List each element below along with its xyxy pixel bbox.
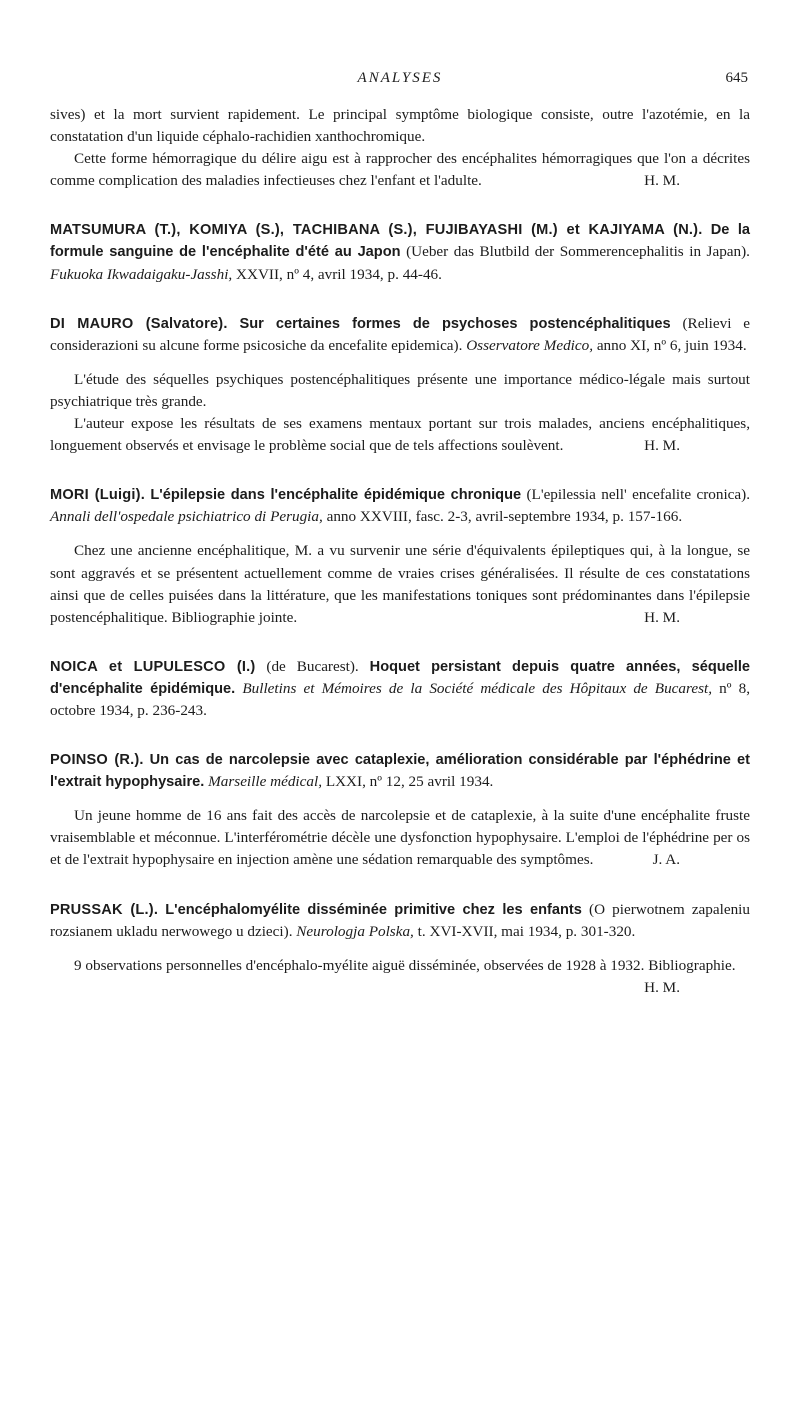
- page-number: 645: [725, 70, 748, 86]
- entry-title: Hoquet persistant depuis quatre années, séquelle d'encéphalite épidémique.: [50, 658, 750, 697]
- entry-title: L'encéphalomyélite disséminée primitive chez les enfants: [165, 901, 582, 918]
- entry-title: Sur certaines formes de psychoses postencéphalitiques: [239, 315, 671, 332]
- abstract-entry: [50, 313, 750, 458]
- entry-body: [50, 540, 750, 628]
- entry-citation: [50, 484, 750, 528]
- entry-reference: t. XVI-XVII, mai 1934, p. 301-320.: [417, 922, 636, 940]
- abstract-paragraph: [50, 413, 750, 457]
- entry-journal: Osservatore Medico,: [466, 336, 594, 354]
- entry-citation: [50, 899, 750, 943]
- abstract-paragraph: [50, 955, 750, 996]
- entry-citation: [50, 656, 750, 722]
- entry-authors: NOICA et LUPULESCO (I.): [50, 658, 256, 675]
- entry-reference: anno XXVIII, fasc. 2-3, avril-septembre 1934, p. 157-166.: [326, 508, 683, 526]
- entry-journal: Bulletins et Mémoires de la Société médicale des Hôpitaux de Bucarest,: [242, 679, 713, 697]
- abstract-entry: [50, 656, 750, 722]
- entry-citation: [50, 749, 750, 793]
- reviewer-signature: J. A.: [652, 851, 680, 869]
- entry-original-title: (L'epilessia nell' encefalite cronica).: [526, 486, 751, 504]
- entry-body: [50, 805, 750, 871]
- abstract-paragraph: L'étude des séquelles psychiques postencéphalitiques présente une importance médico-légale mais surtout psychiatrique très grande.: [50, 370, 750, 410]
- entry-original-title: (Ueber das Blutbild der Sommerencephalitis in Japan).: [406, 243, 750, 261]
- abstract-paragraph: [50, 540, 750, 628]
- entry-authors: POINSO (R.).: [50, 752, 144, 769]
- paragraph-text: Cette forme hémorragique du délire aigu est à rapprocher des encéphalites hémorragiques que l'on a décrites comme complication des maladies infectieuses chez l'enfant et l'adulte.: [50, 150, 750, 190]
- paragraph-text: 9 observations personnelles d'encéphalo-myélite aiguë disséminée, observées de 1928 à 1932. Bibliographie.: [74, 956, 736, 974]
- entry-body: [50, 955, 750, 999]
- reviewer-signature: H. M.: [644, 437, 680, 455]
- reviewer-signature: H. M.: [644, 978, 680, 996]
- abstract-entry: [50, 749, 750, 871]
- entry-journal: Annali dell'ospedale psichiatrico di Perugia,: [50, 508, 323, 526]
- entry-authors: MATSUMURA (T.), KOMIYA (S.), TACHIBANA (S.), FUJIBAYASHI (M.) et KAJIYAMA (N.).: [50, 222, 703, 239]
- abstract-entry: [50, 899, 750, 999]
- entry-journal: Neurologja Polska,: [296, 922, 414, 940]
- entry-reference: anno XI, nº 6, juin 1934.: [596, 336, 747, 354]
- entry-reference: XXVII, nº 4, avril 1934, p. 44-46.: [236, 265, 442, 283]
- abstract-entry: [50, 484, 750, 629]
- reviewer-signature: H. M.: [644, 172, 680, 190]
- entry-reference: LXXI, nº 12, 25 avril 1934.: [325, 773, 494, 791]
- entry-citation: [50, 219, 750, 285]
- entry-citation: [50, 313, 750, 357]
- running-title: ANALYSES: [357, 70, 443, 86]
- paragraph-text: Chez une ancienne encéphalitique, M. a vu survenir une série d'équivalents épileptiques qui, à la longue, se sont aggravés et se présentent actuellement comme de vraies crises généralisées. Il résulte de ces constatations ainsi que de celles puisées dans la littérature, que les manifestations toniques sont prédominantes dans l'épilepsie postencéphalitique. Bibliographie jointe.: [50, 542, 750, 626]
- abstract-entry: [50, 219, 750, 285]
- page-content: [50, 104, 750, 999]
- paragraph-text: Un jeune homme de 16 ans fait des accès de narcolepsie et de cataplexie, à la suite d'une encéphalite fruste vraisemblable et méconnue. L'interférométrie décèle une dysfonction hypophysaire. L'emploi de l'éphédrine per os et de l'extrait hypophysaire en injection amène une sédation remarquable des symptômes.: [50, 807, 750, 869]
- entry-original-title: (Relievi e considerazioni su alcune forme psicosiche da encefalite epidemica).: [50, 314, 751, 354]
- running-head: [50, 70, 750, 92]
- entry-authors: PRUSSAK (L.).: [50, 901, 159, 918]
- reviewer-signature: H. M.: [644, 608, 680, 626]
- entry-body: [50, 369, 750, 457]
- entry-original-title: (O pierwotnem zapaleniu rozsianem ukladu nerwowego u dzieci).: [50, 900, 750, 940]
- entry-city: (de Bucarest).: [266, 657, 359, 675]
- abstract-paragraph: [50, 805, 750, 871]
- continuation-paragraph: sives) et la mort survient rapidement. Le principal symptôme biologique consiste, outre l'azotémie, en la constatation d'un liquide céphalo-rachidien xanthochromique.: [50, 106, 750, 146]
- entry-reference: nº 8, octobre 1934, p. 236-243.: [50, 679, 751, 719]
- continuation-paragraph: [50, 148, 750, 192]
- entry-journal: Marseille médical,: [208, 773, 323, 791]
- entry-authors: DI MAURO (Salvatore).: [50, 315, 228, 332]
- entry-title: De la formule sanguine de l'encéphalite d'été au Japon: [50, 222, 750, 261]
- entry-title: Un cas de narcolepsie avec cataplexie, amélioration considérable par l'éphédrine et l'extrait hypophysaire.: [50, 752, 750, 791]
- entry-title: L'épilepsie dans l'encéphalite épidémique chronique: [150, 487, 522, 504]
- entry-authors: MORI (Luigi).: [50, 487, 145, 504]
- entry-journal: Fukuoka Ikwadaigaku-Jasshi,: [50, 265, 233, 283]
- paragraph-text: L'auteur expose les résultats de ses examens mentaux portant sur trois malades, anciens encéphalitiques, longuement observés et envisage le problème social que de tels affections soulèvent.: [50, 415, 750, 455]
